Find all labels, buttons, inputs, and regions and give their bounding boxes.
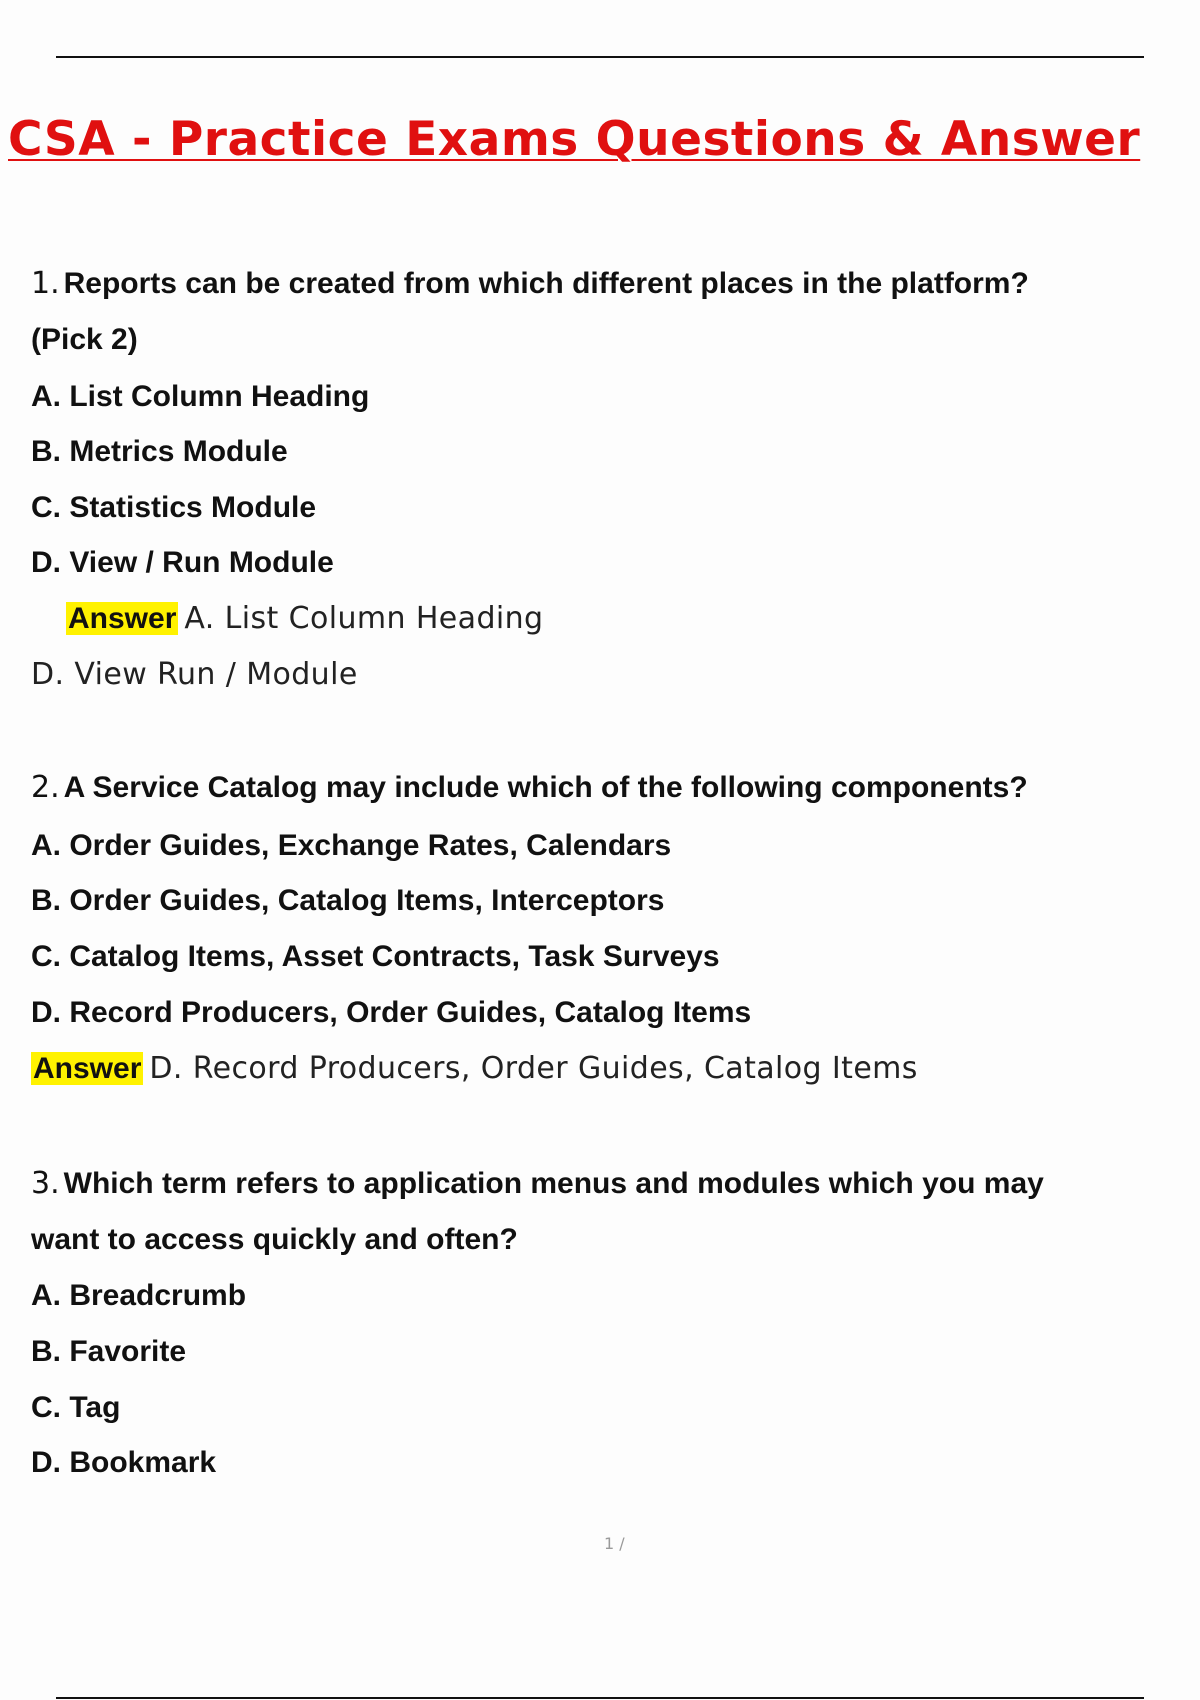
question-2-option-b: B. Order Guides, Catalog Items, Interceptors <box>31 884 665 917</box>
question-2-number: 2. <box>31 770 60 805</box>
question-3-option-b: B. Favorite <box>31 1335 187 1368</box>
question-2-option-d: D. Record Producers, Order Guides, Catalog Items <box>31 996 752 1029</box>
question-1-answer-text: A. List Column Heading <box>184 601 544 636</box>
question-1-line-1 <box>31 264 1029 304</box>
answer-label: Answer <box>33 1052 142 1085</box>
question-1-answer-cont: D. View Run / Module <box>31 657 358 692</box>
question-3-line-1 <box>31 1164 1044 1204</box>
question-1-option-c: C. Statistics Module <box>31 491 317 524</box>
question-2-answer <box>31 1049 918 1089</box>
question-3-option-d: D. Bookmark <box>31 1446 217 1479</box>
question-3-option-a: A. Breadcrumb <box>31 1279 247 1312</box>
top-rule <box>56 56 1144 58</box>
question-1-number: 1. <box>31 266 60 301</box>
question-2-option-a: A. Order Guides, Exchange Rates, Calendars <box>31 829 672 862</box>
question-1-text: Reports can be created from which different places in the platform? <box>63 267 1029 300</box>
question-1-text-cont: (Pick 2) <box>31 323 138 356</box>
question-1-answer <box>66 599 543 639</box>
answer-label: Answer <box>68 602 177 635</box>
question-1-option-b: B. Metrics Module <box>31 435 288 468</box>
question-3-text: Which term refers to application menus and modules which you may <box>63 1167 1044 1200</box>
question-1-option-d: D. View / Run Module <box>31 546 334 579</box>
question-3-option-c: C. Tag <box>31 1391 121 1424</box>
page-number: 1 / <box>604 1534 625 1553</box>
document-title: CSA - Practice Exams Questions & Answer <box>8 112 1141 167</box>
question-3-text-cont: want to access quickly and often? <box>31 1223 518 1256</box>
question-1-option-a: A. List Column Heading <box>31 380 370 413</box>
question-2-option-c: C. Catalog Items, Asset Contracts, Task Surveys <box>31 940 720 973</box>
question-3-number: 3. <box>31 1166 60 1201</box>
question-2-text: A Service Catalog may include which of the following components? <box>63 771 1028 804</box>
question-2-answer-text: D. Record Producers, Order Guides, Catalog Items <box>149 1051 918 1086</box>
question-2-line-1 <box>31 768 1028 808</box>
bottom-rule <box>56 1697 1144 1699</box>
